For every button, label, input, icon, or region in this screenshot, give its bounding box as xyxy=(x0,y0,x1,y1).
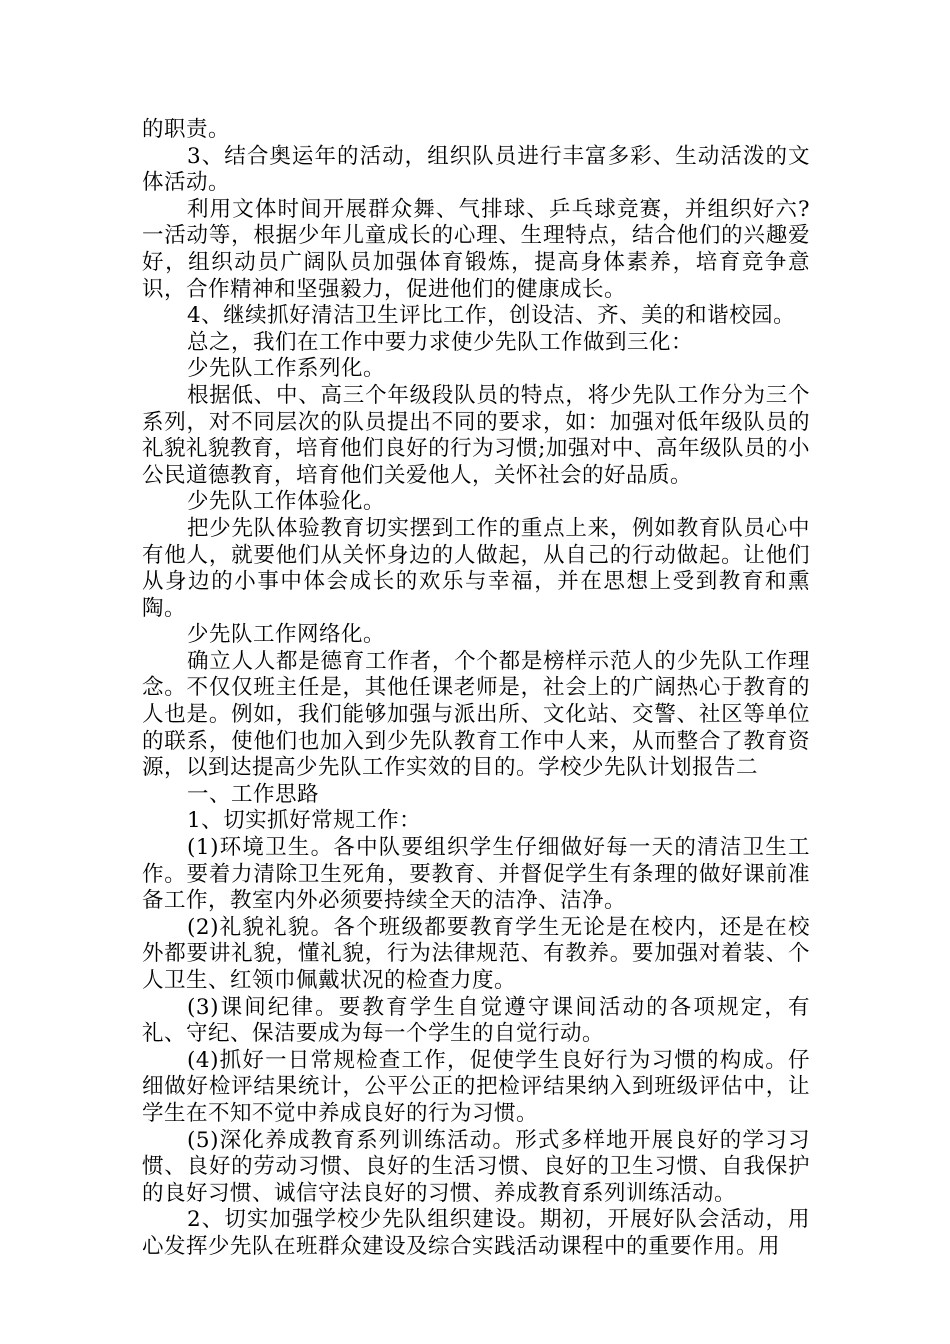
paragraph: 利用文体时间开展群众舞、气排球、乒乓球竞赛，并组织好六?一活动等，根据少年儿童成长的心理、生理特点，结合他们的兴趣爱好，组织动员广阔队员加强体育锻炼，提高身体素养，培育竞争意识，合作精神和坚强毅力，促进他们的健康成长。 xyxy=(142,196,810,302)
section-heading: 一、工作思路 xyxy=(187,781,320,807)
paragraph: 根据低、中、高三个年级段队员的特点，将少先队工作分为三个系列，对不同层次的队员提出不同的要求，如：加强对低年级队员的礼貌礼貌教育，培育他们良好的行为习惯;加强对中、高年级队员的小公民道德教育，培育他们关爱他人，关怀社会的好品质。 xyxy=(142,382,810,488)
paragraph: (1)环境卫生。各中队要组织学生仔细做好每一天的清洁卫生工作。要着力清除卫生死角，要教育、并督促学生有条理的做好课前准备工作，教室内外必须要持续全天的洁净、洁净。 xyxy=(142,835,810,914)
document-page xyxy=(142,117,810,1261)
paragraph: (5)深化养成教育系列训练活动。形式多样地开展良好的学习习惯、良好的劳动习惯、良好的生活习惯、良好的卫生习惯、自我保护的良好习惯、诚信守法良好的习惯、养成教育系列训练活动。 xyxy=(142,1127,810,1206)
section-heading: 少先队工作体验化。 xyxy=(187,489,386,515)
paragraph: (2)礼貌礼貌。各个班级都要教育学生无论是在校内，还是在校外都要讲礼貌，懂礼貌，行为法律规范、有教养。要加强对着装、个人卫生、红领巾佩戴状况的检查力度。 xyxy=(142,914,810,993)
paragraph: 2、切实加强学校少先队组织建设。期初，开展好队会活动，用心发挥少先队在班群众建设及综合实践活动课程中的重要作用。用 xyxy=(142,1207,810,1259)
section-heading: 少先队工作系列化。 xyxy=(187,356,386,382)
paragraph: 确立人人都是德育工作者，个个都是榜样示范人的少先队工作理念。不仅仅班主任是，其他任课老师是，社会上的广阔热心于教育的人也是。例如，我们能够加强与派出所、文化站、交警、社区等单位的联系，使他们也加入到少先队教育工作中人来，从而整合了教育资源，以到达提高少先队工作实效的目的。学校少先队计划报告二 xyxy=(142,648,810,781)
paragraph: 的职责。 xyxy=(142,117,231,142)
section-heading: 少先队工作网络化。 xyxy=(187,622,386,648)
paragraph: 把少先队体验教育切实摆到工作的重点上来，例如教育队员心中有他人，就要他们从关怀身边的人做起，从自己的行动做起。让他们从身边的小事中体会成长的欢乐与幸福，并在思想上受到教育和熏陶。 xyxy=(142,515,810,621)
paragraph: 总之，我们在工作中要力求使少先队工作做到三化： xyxy=(187,329,694,355)
paragraph: (4)抓好一日常规检查工作，促使学生良好行为习惯的构成。仔细做好检评结果统计，公平公正的把检评结果纳入到班级评估中，让学生在不知不觉中养成良好的行为习惯。 xyxy=(142,1047,810,1126)
paragraph: 3、结合奥运年的活动，组织队员进行丰富多彩、生动活泼的文体活动。 xyxy=(142,143,810,196)
paragraph: (3)课间纪律。要教育学生自觉遵守课间活动的各项规定，有礼、守纪、保洁要成为每一个学生的自觉行动。 xyxy=(142,994,810,1047)
paragraph: 4、继续抓好清洁卫生评比工作，创设洁、齐、美的和谐校园。 xyxy=(187,303,796,329)
paragraph: 1、切实抓好常规工作： xyxy=(187,808,422,834)
